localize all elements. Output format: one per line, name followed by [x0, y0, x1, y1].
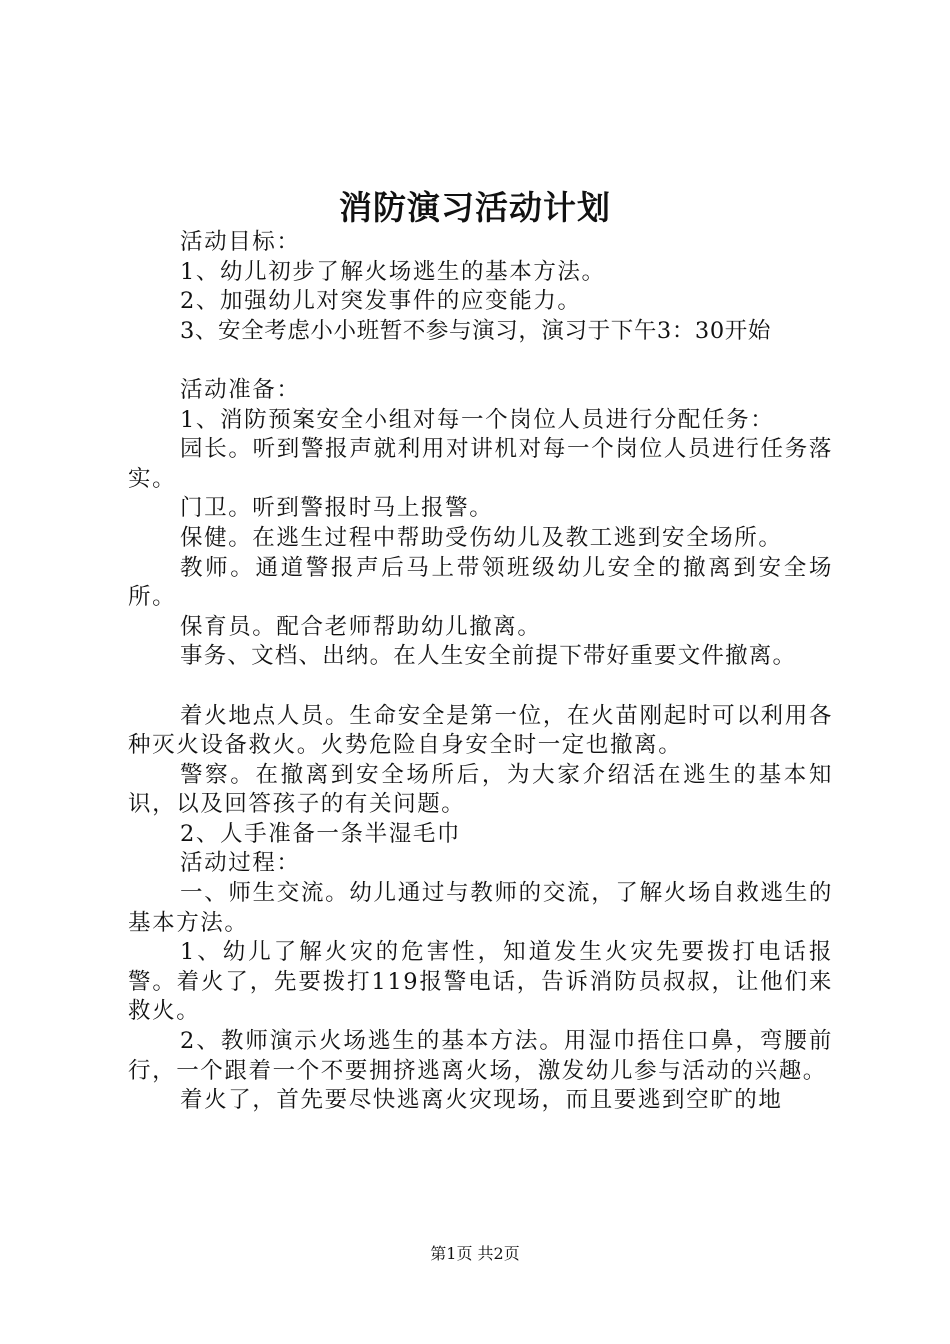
- paragraph: 事务、文档、出纳。在人生安全前提下带好重要文件撤离。: [180, 643, 797, 670]
- paragraph: 活动过程：: [180, 850, 301, 877]
- paragraph: 着火地点人员。生命安全是第一位，在火苗刚起时可以利用各种灭火设备救火。火势危险自身安全时一定也撤离。: [128, 702, 833, 759]
- paragraph: 3、安全考虑小小班暂不参与演习，演习于下午3：30开始: [180, 317, 771, 344]
- paragraph: 1、幼儿了解火灾的危害性，知道发生火灾先要拨打电话报警。着火了，先要拨打119报警电话，告诉消防员叔叔，让他们来救火。: [128, 939, 833, 1025]
- paragraph: 着火了，首先要尽快逃离火灾现场，而且要逃到空旷的地: [180, 1087, 783, 1114]
- paragraph: 警察。在撤离到安全场所后，为大家介绍活在逃生的基本知识，以及回答孩子的有关问题。: [128, 761, 833, 818]
- paragraph: 保育员。配合老师帮助幼儿撤离。: [180, 613, 542, 640]
- document-body: [128, 228, 833, 1116]
- paragraph: 教师。通道警报声后马上带领班级幼儿安全的撤离到安全场所。: [128, 554, 833, 611]
- paragraph: 活动目标：: [180, 229, 301, 255]
- paragraph-spacer: [128, 346, 833, 376]
- page-footer: 第1页 共2页: [430, 1244, 520, 1263]
- paragraph: 2、加强幼儿对突发事件的应变能力。: [180, 288, 582, 315]
- paragraph: 1、消防预案安全小组对每一个岗位人员进行分配任务：: [180, 406, 775, 433]
- paragraph: 活动准备：: [180, 376, 301, 403]
- paragraph: 门卫。听到警报时马上报警。: [180, 495, 494, 522]
- paragraph: 一、师生交流。幼儿通过与教师的交流，了解火场自救逃生的基本方法。: [128, 880, 833, 936]
- paragraph: 1、幼儿初步了解火场逃生的基本方法。: [180, 258, 606, 285]
- paragraph-spacer: [128, 672, 833, 702]
- paragraph: 2、教师演示火场逃生的基本方法。用湿巾捂住口鼻，弯腰前行，一个跟着一个不要拥挤逃离火场，激发幼儿参与活动的兴趣。: [128, 1028, 833, 1084]
- document-title: 消防演习活动计划: [339, 188, 611, 227]
- paragraph: 2、人手准备一条半湿毛巾: [180, 820, 462, 847]
- paragraph: 保健。在逃生过程中帮助受伤幼儿及教工逃到安全场所。: [180, 524, 783, 551]
- paragraph: 园长。听到警报声就利用对讲机对每一个岗位人员进行任务落实。: [128, 436, 833, 492]
